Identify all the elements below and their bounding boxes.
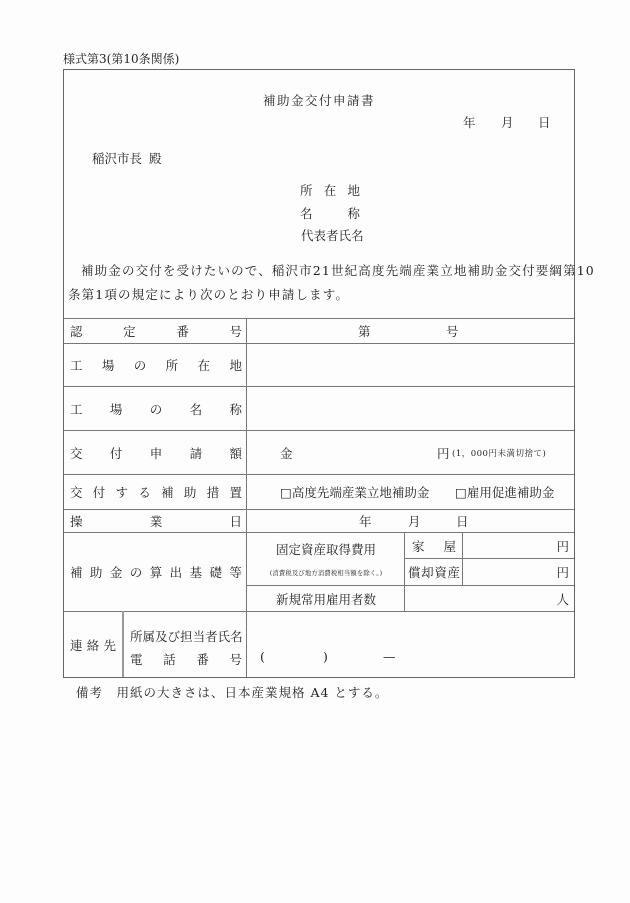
building-unit: 円 xyxy=(556,538,569,554)
operation-date-label: 操 業 日 xyxy=(70,514,242,529)
depreciable-asset-label: 償 却 資 産 xyxy=(408,565,460,580)
factory-address-field[interactable] xyxy=(247,344,574,386)
operation-day: 日 xyxy=(456,514,469,529)
applicant-name-label: 名 称 xyxy=(300,206,360,221)
building-value-field[interactable] xyxy=(463,533,574,558)
grant-amount-label: 交 付 申 請 額 xyxy=(70,445,242,461)
depreciable-asset-unit: 円 xyxy=(556,565,569,580)
phone-label: 電 話 番 号 xyxy=(130,652,242,667)
phone-dash: — xyxy=(383,648,396,664)
factory-address-label: 工 場 の 所 在 地 xyxy=(70,358,242,373)
certification-suffix: 号 xyxy=(446,324,459,339)
phone-open-paren: ( xyxy=(260,648,265,664)
option-label: 雇用促進補助金 xyxy=(466,485,555,500)
applicant-representative-label: 代 表 者 氏 名 xyxy=(301,228,364,243)
factory-name-label: 工 場 の 名 称 xyxy=(70,401,242,417)
new-employees-label: 新規常用雇用者数 xyxy=(275,591,376,607)
new-employees-value-field[interactable] xyxy=(405,586,574,611)
statement-line-1: 補助金の交付を受けたいので、稲沢市21世紀高度先端産業立地補助金交付要綱第10 xyxy=(81,263,595,278)
checkbox-icon[interactable]: □ xyxy=(455,485,467,500)
table-line xyxy=(122,611,124,677)
contact-person-label: 所 属 及 び 担 当 者 氏 名 xyxy=(130,629,243,644)
operation-year: 年 xyxy=(359,514,372,529)
statement-line-2: 条第1項の規定により次のとおり申請します。 xyxy=(68,287,350,302)
certification-prefix: 第 xyxy=(358,324,371,339)
contact-label: 連 絡 先 xyxy=(70,637,116,653)
checkbox-icon[interactable]: □ xyxy=(280,485,292,500)
date-month[interactable]: 月 xyxy=(501,115,514,130)
date-day[interactable]: 日 xyxy=(538,115,551,130)
subsidy-measures-label: 交 付 す る 補 助 措 置 xyxy=(70,485,242,500)
certification-number-label: 認 定 番 号 xyxy=(70,324,242,339)
form-header: 様式第3(第10条関係) xyxy=(63,52,180,66)
certification-number-field[interactable] xyxy=(247,319,574,343)
fixed-asset-note: (消費税及び地方消費税相当額を除く。) xyxy=(269,570,383,577)
subsidy-option-employment[interactable] xyxy=(455,483,554,501)
grant-amount-unit: 円 xyxy=(437,445,450,461)
grant-amount-prefix: 金 xyxy=(280,445,293,461)
phone-field[interactable] xyxy=(247,643,574,669)
factory-name-field[interactable] xyxy=(247,387,574,430)
date-year[interactable]: 年 xyxy=(463,115,476,130)
contact-person-field[interactable] xyxy=(247,619,574,643)
calculation-basis-label: 補 助 金 の 算 出 基 礎 等 xyxy=(70,565,242,580)
operation-month: 月 xyxy=(408,514,421,529)
subsidy-measures-field xyxy=(247,475,574,509)
applicant-address-label: 所 在 地 xyxy=(300,183,360,198)
new-employees-unit: 人 xyxy=(556,591,569,607)
grant-amount-field[interactable] xyxy=(247,431,574,474)
remark: 備考 用紙の大きさは、日本産業規格 A4 とする。 xyxy=(76,685,389,700)
form-title: 補助金交付申請書 xyxy=(262,93,375,108)
addressee-honorific: 殿 xyxy=(149,151,162,166)
fixed-asset-label: 固定資産取得費用 xyxy=(275,542,376,557)
option-label: 高度先端産業立地補助金 xyxy=(291,485,430,500)
phone-close-paren: ) xyxy=(323,648,328,664)
addressee-name: 稲沢市長 xyxy=(92,151,143,166)
application-form xyxy=(63,69,595,678)
depreciable-asset-value-field[interactable] xyxy=(463,559,574,585)
building-label: 家 屋 xyxy=(412,538,456,554)
table-line xyxy=(64,611,574,612)
subsidy-option-advanced-industry[interactable] xyxy=(280,483,429,501)
grant-amount-note: (1，000円未満切捨て) xyxy=(452,448,547,459)
operation-date-field[interactable] xyxy=(247,510,574,532)
